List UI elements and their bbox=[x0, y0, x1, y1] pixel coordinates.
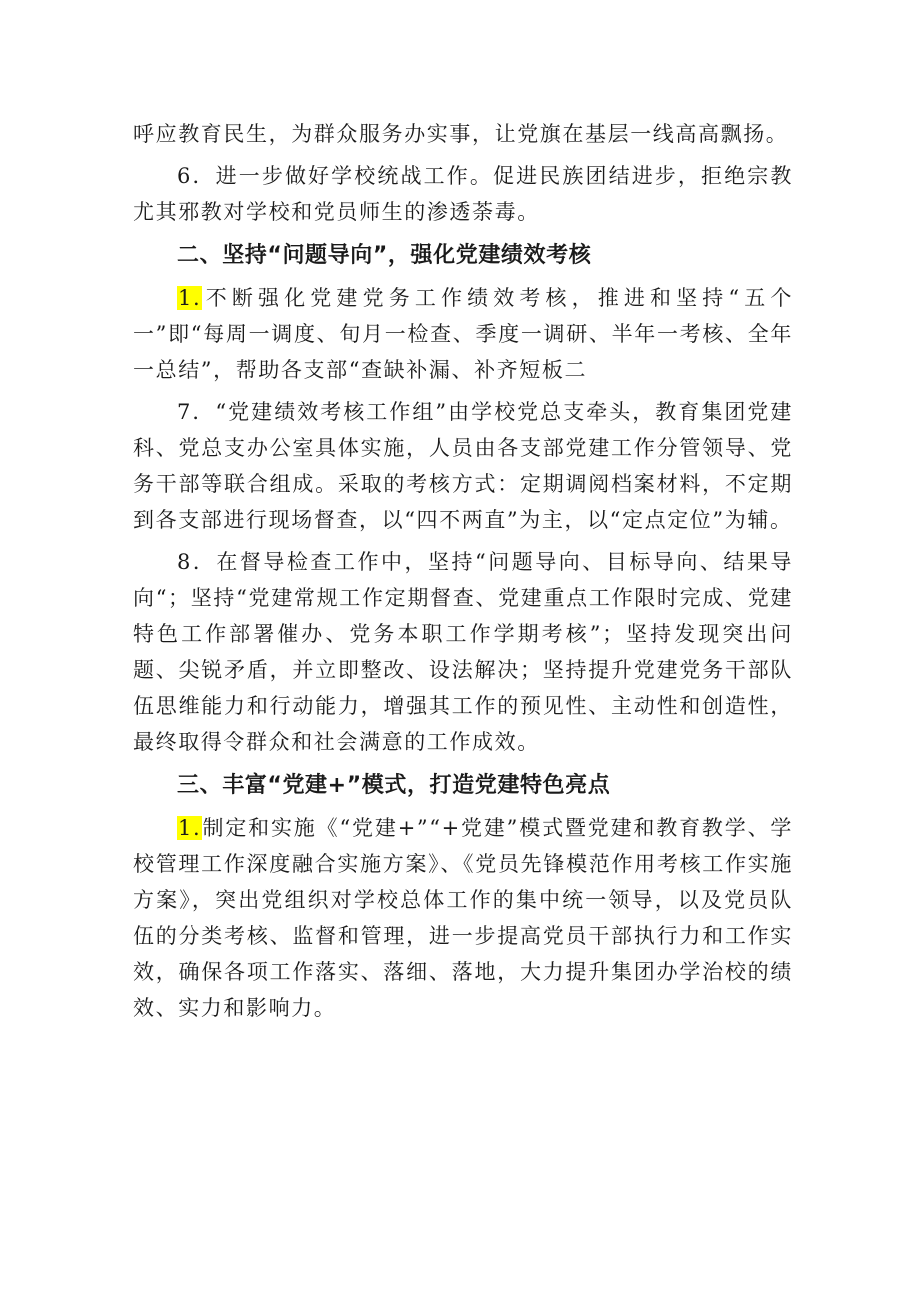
section-heading-2: 二、坚持“问题导向”，强化党建绩效考核 bbox=[177, 243, 592, 268]
document-body bbox=[133, 116, 793, 1026]
paragraph-item-7: 7．“党建绩效考核工作组”由学校党总支牵头，教育集团党建科、党总支办公室具体实施，人员由各支部党建工作分管领导、党务干部等联合组成。采取的考核方式：定期调阅档案材料，不定期到各支部进行现场督查，以“四不两直”为主，以“定点定位”为辅。 bbox=[133, 400, 793, 532]
paragraph-section3-item-1 bbox=[133, 810, 793, 1026]
highlighted-number: 1. bbox=[178, 816, 202, 840]
paragraph-text: 不断强化党建党务工作绩效考核，推进和坚持“五个一”即“每周一调度、旬月一检查、季度一调研、半年一考核、全年一总结”，帮助各支部“查缺补漏、补齐短板二 bbox=[133, 286, 793, 382]
paragraph-item-8: 8．在督导检查工作中，坚持“问题导向、目标导向、结果导向“；坚持“党建常规工作定期督查、党建重点工作限时完成、党建特色工作部署催办、党务本职工作学期考核”；坚持发现突出问题、尖锐矛盾，并立即整改、设法解决；坚持提升党建党务干部队伍思维能力和行动能力，增强其工作的预见性、主动性和创造性，最终取得令群众和社会满意的工作成效。 bbox=[133, 550, 793, 754]
section-heading-3: 三、丰富“党建+”模式，打造党建特色亮点 bbox=[177, 773, 611, 798]
paragraph-item-6: 6．进一步做好学校统战工作。促进民族团结进步，拒绝宗教尤其邪教对学校和党员师生的渗透荼毒。 bbox=[133, 164, 793, 224]
paragraph-section2-item-1 bbox=[133, 280, 793, 388]
highlighted-number: 1. bbox=[178, 286, 202, 310]
paragraph-text: 制定和实施《“党建+”“+党建”模式暨党建和教育教学、学校管理工作深度融合实施方案》、《党员先锋模范作用考核工作实施方案》，突出党组织对学校总体工作的集中统一领导，以及党员队伍的分类考核、监督和管理，进一步提高党员干部执行力和工作实效，确保各项工作落实、落细、落地，大力提升集团办学治校的绩效、实力和影响力。 bbox=[133, 816, 793, 1020]
paragraph-continuation: 呼应教育民生，为群众服务办实事，让党旗在基层一线高高飘扬。 bbox=[133, 122, 789, 146]
